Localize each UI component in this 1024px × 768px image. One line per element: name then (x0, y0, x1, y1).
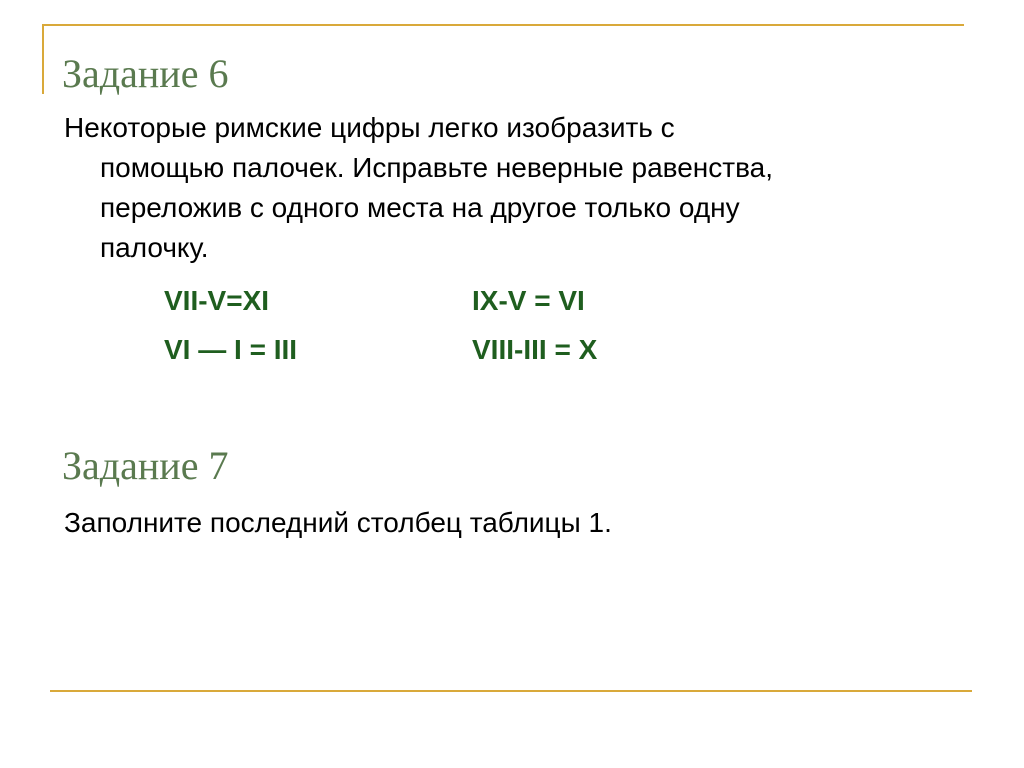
bottom-accent-line (50, 690, 972, 692)
task6-text-line-3: переложив с одного места на другое только одну (100, 192, 740, 223)
equation-3: VI — I = III (164, 334, 298, 365)
task7-title: Задание 7 (62, 443, 229, 488)
task6-text-line-2: помощью палочек. Исправьте неверные равенства, (100, 152, 773, 183)
task7-text: Заполните последний столбец таблицы 1. (64, 507, 612, 538)
left-accent-line (42, 24, 44, 94)
task6-title: Задание 6 (62, 51, 229, 96)
top-accent-line (42, 24, 964, 26)
equation-1: VII-V=XI (164, 285, 270, 316)
equation-2: IX-V = VI (472, 285, 585, 316)
task6-text-line-1: Некоторые римские цифры легко изобразить с (64, 112, 675, 143)
equation-4: VIII-III = X (472, 334, 598, 365)
task6-text-line-4: палочку. (100, 232, 209, 263)
